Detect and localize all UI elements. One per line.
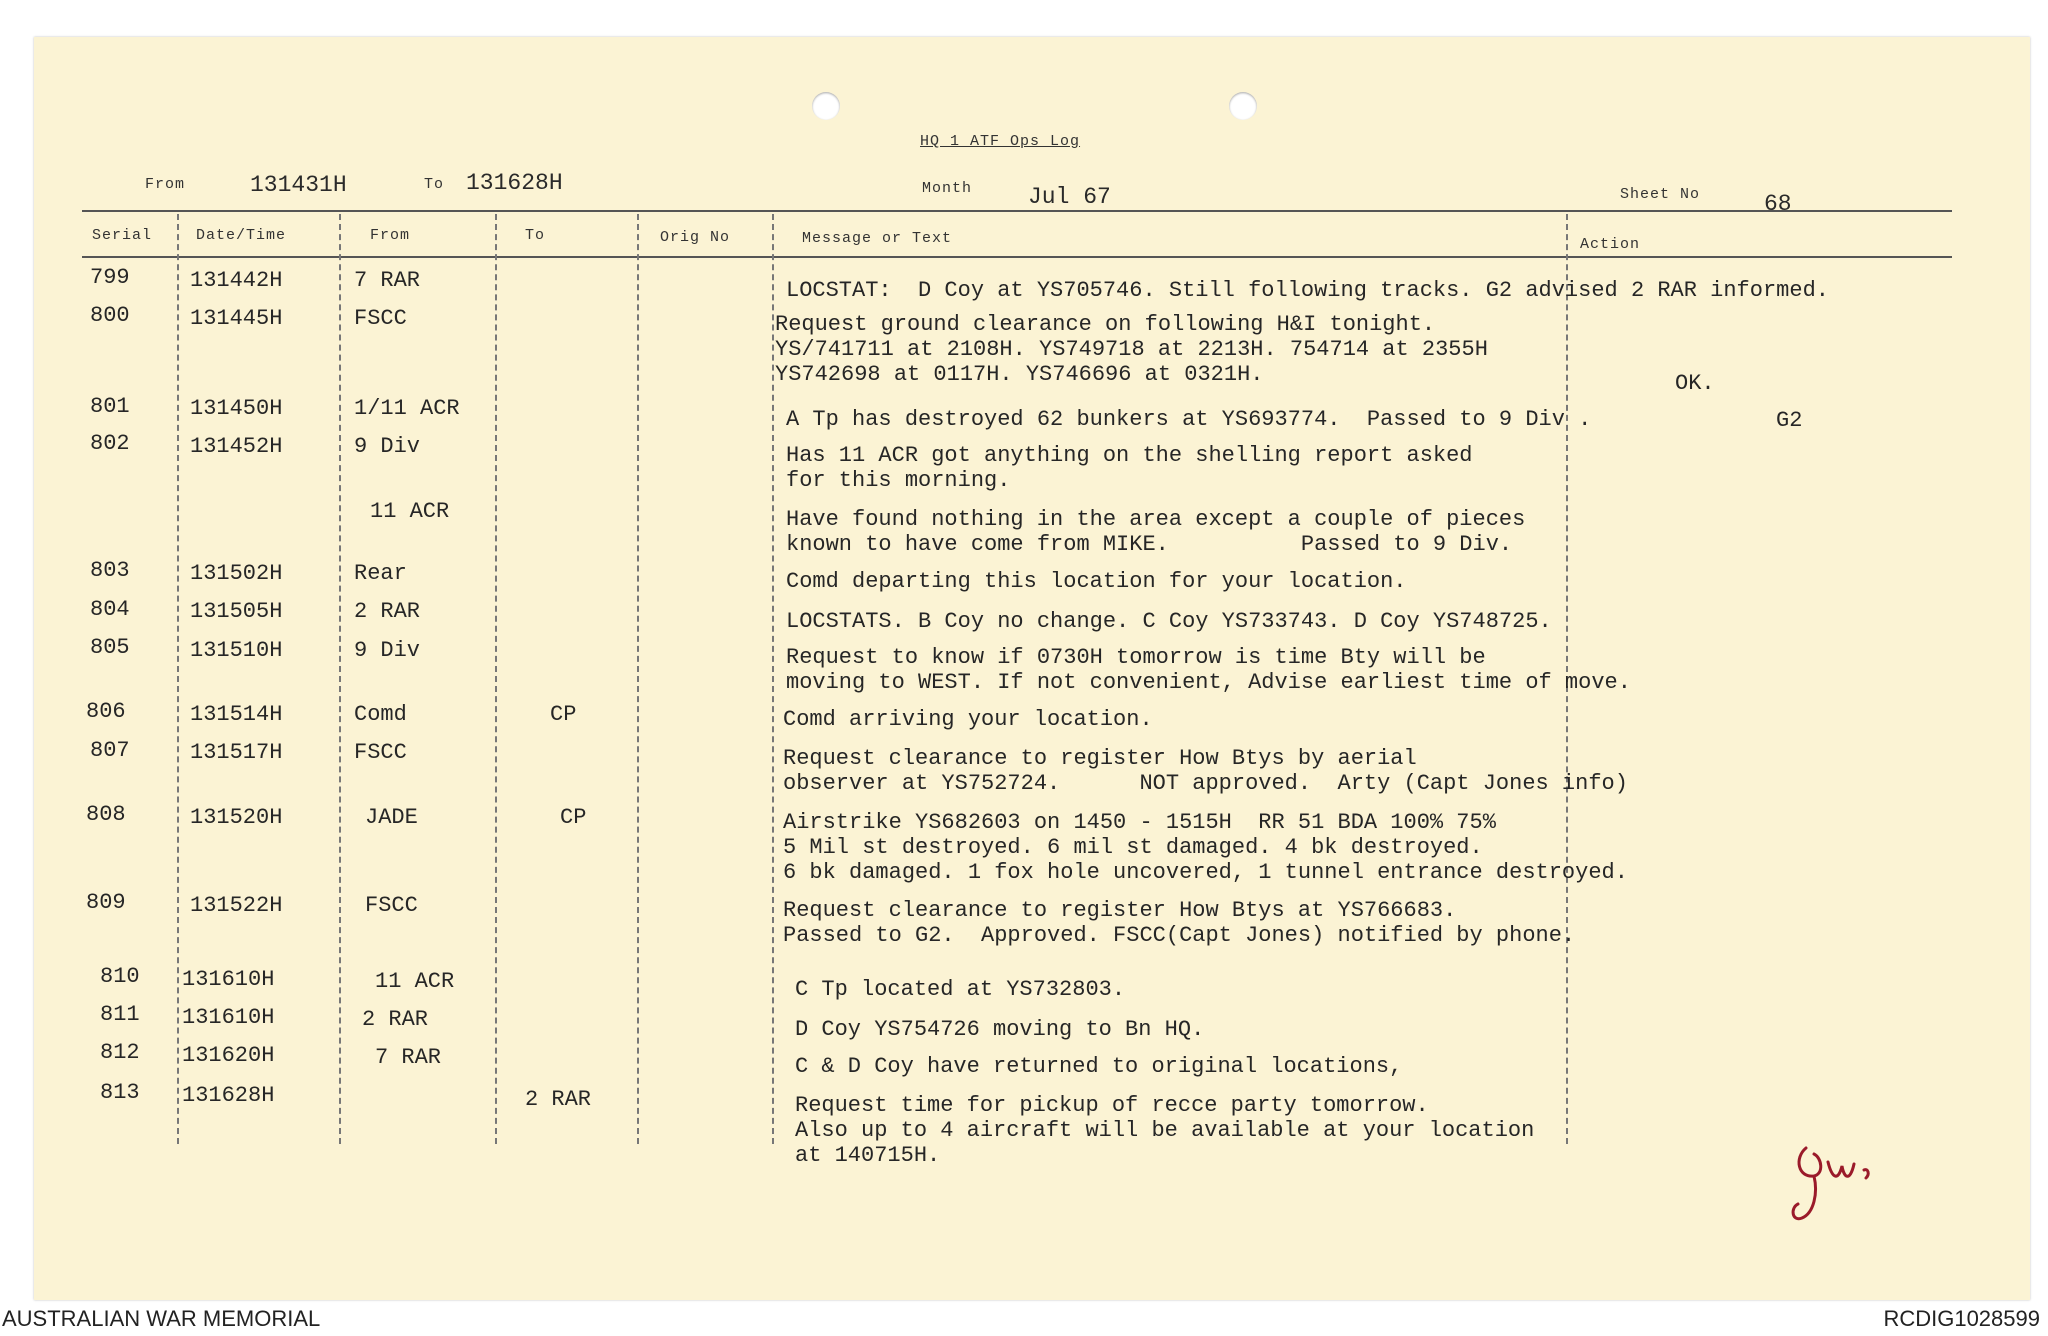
serial-cell: 810 <box>100 964 140 989</box>
from-cell: 11 ACR <box>375 969 455 994</box>
from-cell: Rear <box>354 561 407 586</box>
message-cell: Comd arriving your location. <box>783 707 1153 732</box>
datetime-cell: 131610H <box>182 1005 275 1030</box>
col-header-to: To <box>525 227 546 244</box>
serial-cell: 800 <box>90 303 130 328</box>
datetime-cell: 131450H <box>190 396 283 421</box>
header-rule-bottom <box>82 256 1952 258</box>
serial-cell: 803 <box>90 558 130 583</box>
handwritten-initials-signature <box>1784 1118 1904 1228</box>
from-cell: 9 Div <box>354 638 421 663</box>
datetime-cell: 131502H <box>190 561 283 586</box>
column-divider <box>637 214 639 1144</box>
serial-cell: 809 <box>86 890 126 915</box>
message-cell: Request clearance to register How Btys at YS766683. Passed to G2. Approved. FSCC(Capt Jones) notified by phone. <box>783 898 1576 948</box>
serial-cell: 807 <box>90 738 130 763</box>
to-cell: CP <box>550 702 577 727</box>
datetime-cell: 131445H <box>190 306 283 331</box>
to-value: 131628H <box>466 170 563 196</box>
from-cell: Comd <box>354 702 407 727</box>
from-value: 131431H <box>250 172 347 198</box>
datetime-cell: 131514H <box>190 702 283 727</box>
from-label: From <box>145 176 186 193</box>
datetime-cell: 131628H <box>182 1083 275 1108</box>
from-cell: 7 RAR <box>354 268 421 293</box>
col-header-datetime: Date/Time <box>196 227 287 244</box>
action-cell: OK. <box>1675 371 1715 396</box>
to-label: To <box>424 176 445 193</box>
column-divider <box>772 214 774 1144</box>
to-cell: CP <box>560 805 587 830</box>
serial-cell: 808 <box>86 802 126 827</box>
from-cell: 11 ACR <box>370 499 450 524</box>
message-cell: LOCSTATS. B Coy no change. C Coy YS733743. D Coy YS748725. <box>786 609 1552 634</box>
datetime-cell: 131452H <box>190 434 283 459</box>
from-cell: 9 Div <box>354 434 421 459</box>
document-title: HQ 1 ATF Ops Log <box>920 133 1081 150</box>
message-cell: Request to know if 0730H tomorrow is time Bty will be moving to WEST. If not convenient, Advise earliest time of move. <box>786 645 1631 695</box>
serial-cell: 799 <box>90 265 130 290</box>
from-cell: FSCC <box>354 740 407 765</box>
message-cell: C & D Coy have returned to original locations, <box>795 1054 1403 1079</box>
col-header-serial: Serial <box>92 227 153 244</box>
punch-hole-left <box>812 92 840 120</box>
serial-cell: 805 <box>90 635 130 660</box>
column-divider <box>339 214 341 1144</box>
serial-cell: 811 <box>100 1002 140 1027</box>
from-cell: 7 RAR <box>375 1045 442 1070</box>
from-cell: 2 RAR <box>354 599 421 624</box>
serial-cell: 812 <box>100 1040 140 1065</box>
from-cell: FSCC <box>365 893 418 918</box>
footer-record-id: RCDIG1028599 <box>1883 1306 2040 1331</box>
message-cell: Airstrike YS682603 on 1450 - 1515H RR 51 BDA 100% 75% 5 Mil st destroyed. 6 mil st damaged. 4 bk destroyed. 6 bk damaged. 1 fox hole uncovered, 1 tunnel entrance destroyed. <box>783 810 1628 885</box>
col-header-orig-no: Orig No <box>660 229 731 246</box>
column-divider <box>177 214 179 1144</box>
col-header-message: Message or Text <box>802 230 953 247</box>
message-cell: Have found nothing in the area except a couple of pieces known to have come from MIKE. Passed to 9 Div. <box>786 507 1526 557</box>
message-cell: LOCSTAT: D Coy at YS705746. Still following tracks. G2 advised 2 RAR informed. <box>786 278 1829 303</box>
month-value: Jul 67 <box>1028 184 1111 210</box>
serial-cell: 804 <box>90 597 130 622</box>
month-label: Month <box>922 180 973 197</box>
datetime-cell: 131522H <box>190 893 283 918</box>
message-cell: C Tp located at YS732803. <box>795 977 1126 1002</box>
message-cell: Request ground clearance on following H&I tonight. YS/741711 at 2108H. YS749718 at 2213H. 754714 at 2355H YS742698 at 0117H. YS746696 at 0321H. <box>775 312 1488 387</box>
datetime-cell: 131610H <box>182 967 275 992</box>
col-header-from: From <box>370 227 411 244</box>
datetime-cell: 131520H <box>190 805 283 830</box>
punch-hole-right <box>1229 92 1257 120</box>
serial-cell: 806 <box>86 699 126 724</box>
action-cell: G2 <box>1776 408 1803 433</box>
datetime-cell: 131505H <box>190 599 283 624</box>
datetime-cell: 131442H <box>190 268 283 293</box>
message-cell: A Tp has destroyed 62 bunkers at YS693774. Passed to 9 Div . <box>786 407 1592 432</box>
serial-cell: 801 <box>90 394 130 419</box>
sheet-no-value: 68 <box>1764 191 1792 217</box>
to-cell: 2 RAR <box>525 1087 592 1112</box>
message-cell: Request clearance to register How Btys by aerial observer at YS752724. NOT approved. Arty (Capt Jones info) <box>783 746 1628 796</box>
message-cell: Request time for pickup of recce party tomorrow. Also up to 4 aircraft will be available at your location at 140715H. <box>795 1093 1535 1168</box>
sheet-no-label: Sheet No <box>1620 186 1701 203</box>
serial-cell: 813 <box>100 1080 140 1105</box>
from-cell: 1/11 ACR <box>354 396 460 421</box>
footer-institution: AUSTRALIAN WAR MEMORIAL <box>2 1306 321 1331</box>
message-cell: Has 11 ACR got anything on the shelling report asked for this morning. <box>786 443 1473 493</box>
from-cell: JADE <box>365 805 418 830</box>
datetime-cell: 131510H <box>190 638 283 663</box>
datetime-cell: 131620H <box>182 1043 275 1068</box>
col-header-action: Action <box>1580 236 1641 253</box>
datetime-cell: 131517H <box>190 740 283 765</box>
header-rule-top <box>82 210 1952 212</box>
from-cell: FSCC <box>354 306 407 331</box>
message-cell: D Coy YS754726 moving to Bn HQ. <box>795 1017 1205 1042</box>
from-cell: 2 RAR <box>362 1007 429 1032</box>
column-divider <box>495 214 497 1144</box>
message-cell: Comd departing this location for your location. <box>786 569 1407 594</box>
serial-cell: 802 <box>90 431 130 456</box>
